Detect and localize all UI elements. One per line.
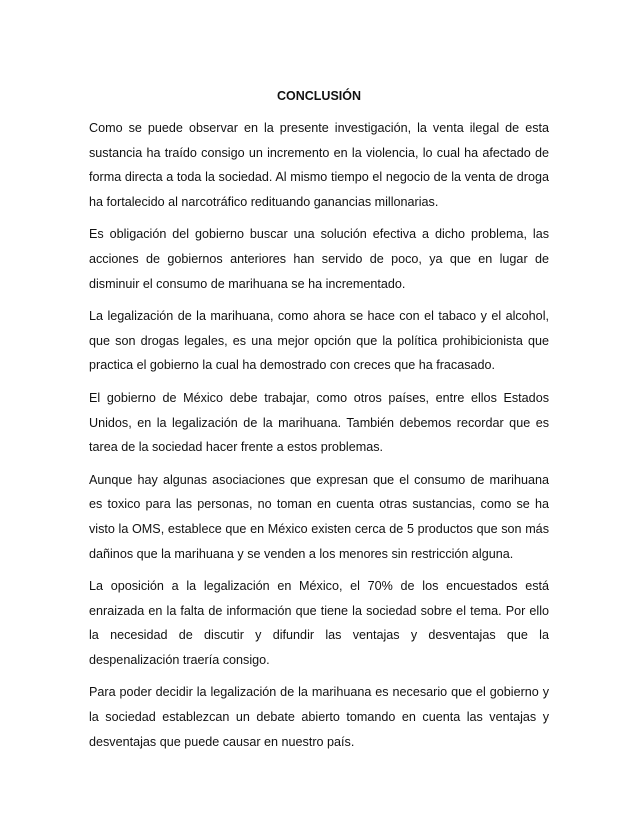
paragraph-4: El gobierno de México debe trabajar, como otros países, entre ellos Estados Unidos, en la legalización de la marihuana. También debemos recordar que es tarea de la sociedad hacer frente a estos problemas.	[89, 390, 549, 455]
paragraph-2: Es obligación del gobierno buscar una solución efectiva a dicho problema, las acciones de gobiernos anteriores han servido de poco, ya que en lugar de disminuir el consumo de marihuana se ha incrementado.	[89, 227, 549, 291]
paragraph-1: Como se puede observar en la presente investigación, la venta ilegal de esta sustancia ha traído consigo un incremento en la violencia, lo cual ha afectado de forma directa a toda la sociedad. Al mismo tiempo el negocio de la venta de droga ha fortalecido al narcotráfico redituando ganancias millonarias.	[89, 121, 549, 209]
paragraph-7: Para poder decidir la legalización de la marihuana es necesario que el gobierno y la sociedad establezcan un debate abierto tomando en cuenta las ventajas y desventajas que puede causar en nuestro país.	[89, 685, 549, 749]
paragraph-3: La legalización de la marihuana, como ahora se hace con el tabaco y el alcohol, que son drogas legales, es una mejor opción que la política prohibicionista que practica el gobierno la cual ha demostrado con creces que ha fracasado.	[89, 309, 549, 373]
document-page	[89, 88, 549, 762]
paragraph-6: La oposición a la legalización en México, el 70% de los encuestados está enraizada en la falta de información que tiene la sociedad sobre el tema. Por ello la necesidad de discutir y difundir las ventajas y desventajas que la despenalización traería consigo.	[89, 579, 549, 667]
paragraph-5: Aunque hay algunas asociaciones que expresan que el consumo de marihuana es toxico para las personas, no toman en cuenta otras sustancias, como se ha visto la OMS, establece que en México existen cerca de 5 productos que son más dañinos que la marihuana y se venden a los menores sin restricción alguna.	[89, 472, 549, 561]
document-title: CONCLUSIÓN	[276, 89, 362, 103]
